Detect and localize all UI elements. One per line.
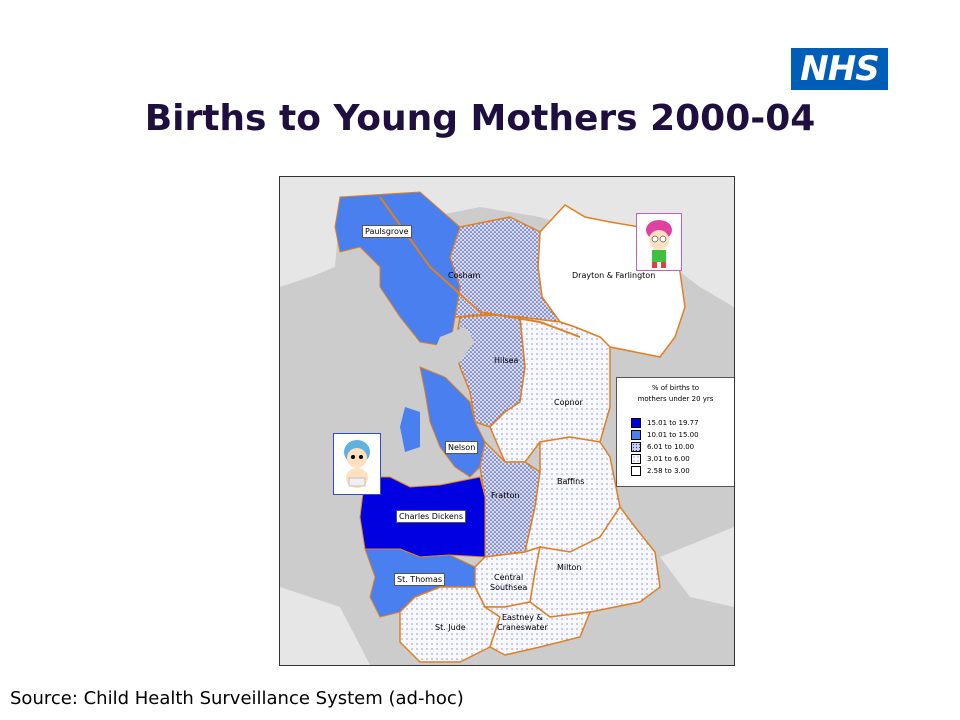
ward-label-central-southsea <box>488 573 529 593</box>
nhs-logo: NHS <box>791 48 888 90</box>
cartoon-baby-image <box>333 433 381 495</box>
legend-item <box>631 466 690 476</box>
ward-label-copnor: Copnor <box>554 398 583 407</box>
legend-title <box>617 383 734 405</box>
legend-item <box>631 430 699 440</box>
cartoon-girl-image <box>636 213 682 271</box>
legend-swatch <box>631 430 641 440</box>
ward-label-drayton-farlington: Drayton & Farlington <box>572 271 656 280</box>
legend-item <box>631 442 694 452</box>
legend-label: 10.01 to 15.00 <box>647 431 699 439</box>
ward-label-nelson: Nelson <box>445 441 478 454</box>
legend-swatch <box>631 442 641 452</box>
ward-label-charles-dickens: Charles Dickens <box>396 510 466 523</box>
legend-title-line1: % of births to <box>651 384 700 392</box>
map-legend <box>616 377 735 487</box>
legend-swatch <box>631 418 641 428</box>
ward-label-eastney-craneswater <box>495 613 550 633</box>
ward-label-hilsea: Hilsea <box>494 356 519 365</box>
legend-item <box>631 454 690 464</box>
legend-swatch <box>631 466 641 476</box>
legend-label: 3.01 to 6.00 <box>647 455 690 463</box>
ward-label-milton: Milton <box>557 563 582 572</box>
legend-label: 2.58 to 3.00 <box>647 467 690 475</box>
legend-item <box>631 418 699 428</box>
ward-label-eastney-line1: Eastney & <box>501 613 543 622</box>
ward-label-central-southsea-line1: Central <box>494 573 524 582</box>
ward-label-central-southsea-line2: Southsea <box>490 583 528 592</box>
ward-label-paulsgrove: Paulsgrove <box>362 225 412 238</box>
ward-label-st-thomas: St. Thomas <box>394 573 445 586</box>
legend-title-line2: mothers under 20 yrs <box>637 395 714 403</box>
legend-label: 6.01 to 10.00 <box>647 443 695 451</box>
legend-swatch <box>631 454 641 464</box>
source-note: Source: Child Health Surveillance System (ad-hoc) <box>10 688 464 709</box>
ward-label-fratton: Fratton <box>491 491 520 500</box>
ward-label-eastney-line2: Craneswater <box>497 623 548 632</box>
ward-label-baffins: Baffins <box>557 477 585 486</box>
legend-label: 15.01 to 19.77 <box>647 419 699 427</box>
page-title: Births to Young Mothers 2000-04 <box>144 98 816 139</box>
ward-label-st-jude: St. Jude <box>435 623 466 632</box>
ward-label-cosham: Cosham <box>448 271 481 280</box>
